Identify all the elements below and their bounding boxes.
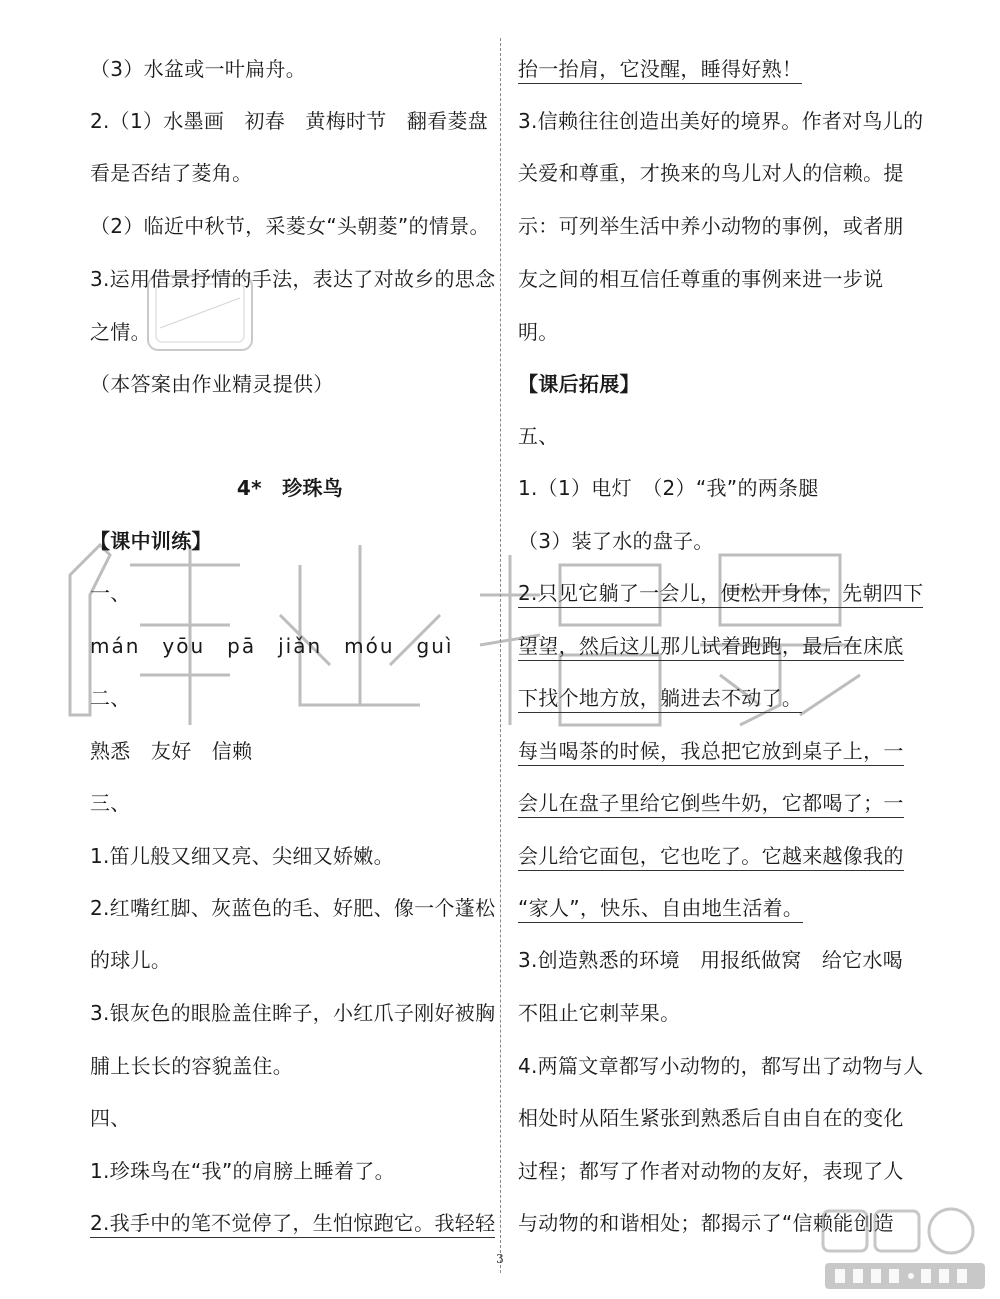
answer-line: 3.运用借景抒情的手法，表达了对故乡的思念 xyxy=(90,267,496,291)
answer-line: 示：可列举生活中养小动物的事例，或者朋 xyxy=(518,214,904,238)
underlined-text: 望望，然后这儿那儿试着跑跑，最后在床底 xyxy=(518,634,904,661)
page-number: 3 xyxy=(496,1252,504,1266)
question-number: 三、 xyxy=(90,791,131,815)
answer-line: 之情。 xyxy=(90,320,151,344)
answer-line: 看是否结了菱角。 xyxy=(90,161,253,185)
answer-line: 2.红嘴红脚、灰蓝色的毛、好肥、像一个蓬松 xyxy=(90,896,496,920)
underlined-text: “家人”，快乐、自由地生活着。 xyxy=(518,896,803,923)
question-number: 二、 xyxy=(90,686,131,710)
underlined-text: 2.我手中的笔不觉停了，生怕惊跑它。我轻轻 xyxy=(90,1211,495,1238)
underlined-text: 2.只见它躺了一会儿，便松开身体，先朝四下 xyxy=(518,581,923,608)
answer-line: 1.珍珠鸟在“我”的肩膀上睡着了。 xyxy=(90,1159,395,1183)
question-number: 四、 xyxy=(90,1106,131,1130)
answer-line: 1.笛儿般又细又亮、尖细又娇嫩。 xyxy=(90,844,394,868)
answer-line: （3）装了水的盘子。 xyxy=(518,529,714,553)
answer-line xyxy=(518,789,904,817)
question-number: 五、 xyxy=(518,424,559,448)
section-heading: 【课后拓展】 xyxy=(518,372,640,396)
answer-line xyxy=(518,684,802,712)
underlined-text: 会儿在盘子里给它倒些牛奶，它都喝了；一 xyxy=(518,791,904,818)
answer-line xyxy=(518,842,904,870)
source-note: （本答案由作业精灵提供） xyxy=(90,372,334,396)
underlined-text: 会儿给它面包，它也吃了。它越来越像我的 xyxy=(518,844,904,871)
answer-line: 4.两篇文章都写小动物的，都写出了动物与人 xyxy=(518,1054,924,1078)
lesson-title: 4* 珍珠鸟 xyxy=(236,476,344,500)
answer-line: 关爱和尊重，才换来的鸟儿对人的信赖。提 xyxy=(518,161,904,185)
underlined-text: 抬一抬肩，它没醒，睡得好熟！ xyxy=(518,57,802,84)
answer-line: 脯上长长的容貌盖住。 xyxy=(90,1054,293,1078)
answer-line: 3.信赖往往创造出美好的境界。作者对鸟儿的 xyxy=(518,109,924,133)
answer-line: 相处时从陌生紧张到熟悉后自由自在的变化 xyxy=(518,1106,904,1130)
answer-line: 1.（1）电灯 （2）“我”的两条腿 xyxy=(518,476,819,500)
answer-line: 友之间的相互信任尊重的事例来进一步说 xyxy=(518,267,884,291)
question-number: 一、 xyxy=(90,581,131,605)
answer-line: 熟悉 友好 信赖 xyxy=(90,739,253,763)
pinyin-answers: mán yōu pā jiǎn móu guì xyxy=(90,634,454,658)
answer-line: 明。 xyxy=(518,320,559,344)
answer-line: （3）水盆或一叶扁舟。 xyxy=(90,57,307,81)
answer-line xyxy=(518,632,904,660)
underlined-text: 下找个地方放，躺进去不动了。 xyxy=(518,686,802,713)
answer-line: 3.创造熟悉的环境 用报纸做窝 给它水喝 xyxy=(518,948,904,972)
answer-line xyxy=(518,737,904,765)
site-logo xyxy=(815,1205,995,1295)
answer-line xyxy=(90,1209,495,1237)
answer-line: 2.（1）水墨画 初春 黄梅时节 翻看菱盘 xyxy=(90,109,489,133)
answer-line: 的球儿。 xyxy=(90,948,172,972)
underlined-text: 每当喝茶的时候，我总把它放到桌子上，一 xyxy=(518,739,904,766)
answer-line: 过程；都写了作者对动物的友好，表现了人 xyxy=(518,1159,904,1183)
answer-line: （2）临近中秋节，采菱女“头朝菱”的情景。 xyxy=(90,214,490,238)
answer-line: 3.银灰色的眼脸盖住眸子，小红爪子刚好被胸 xyxy=(90,1001,496,1025)
answer-line xyxy=(518,55,802,83)
logo-graphic xyxy=(815,1205,995,1295)
answer-line: 不阻止它刺苹果。 xyxy=(518,1001,681,1025)
column-divider xyxy=(500,38,501,1273)
answer-line: 与动物的和谐相处；都揭示了“信赖能创造 xyxy=(518,1211,895,1235)
section-heading: 【课中训练】 xyxy=(90,529,212,553)
answer-line xyxy=(518,894,803,922)
answer-line xyxy=(518,579,923,607)
